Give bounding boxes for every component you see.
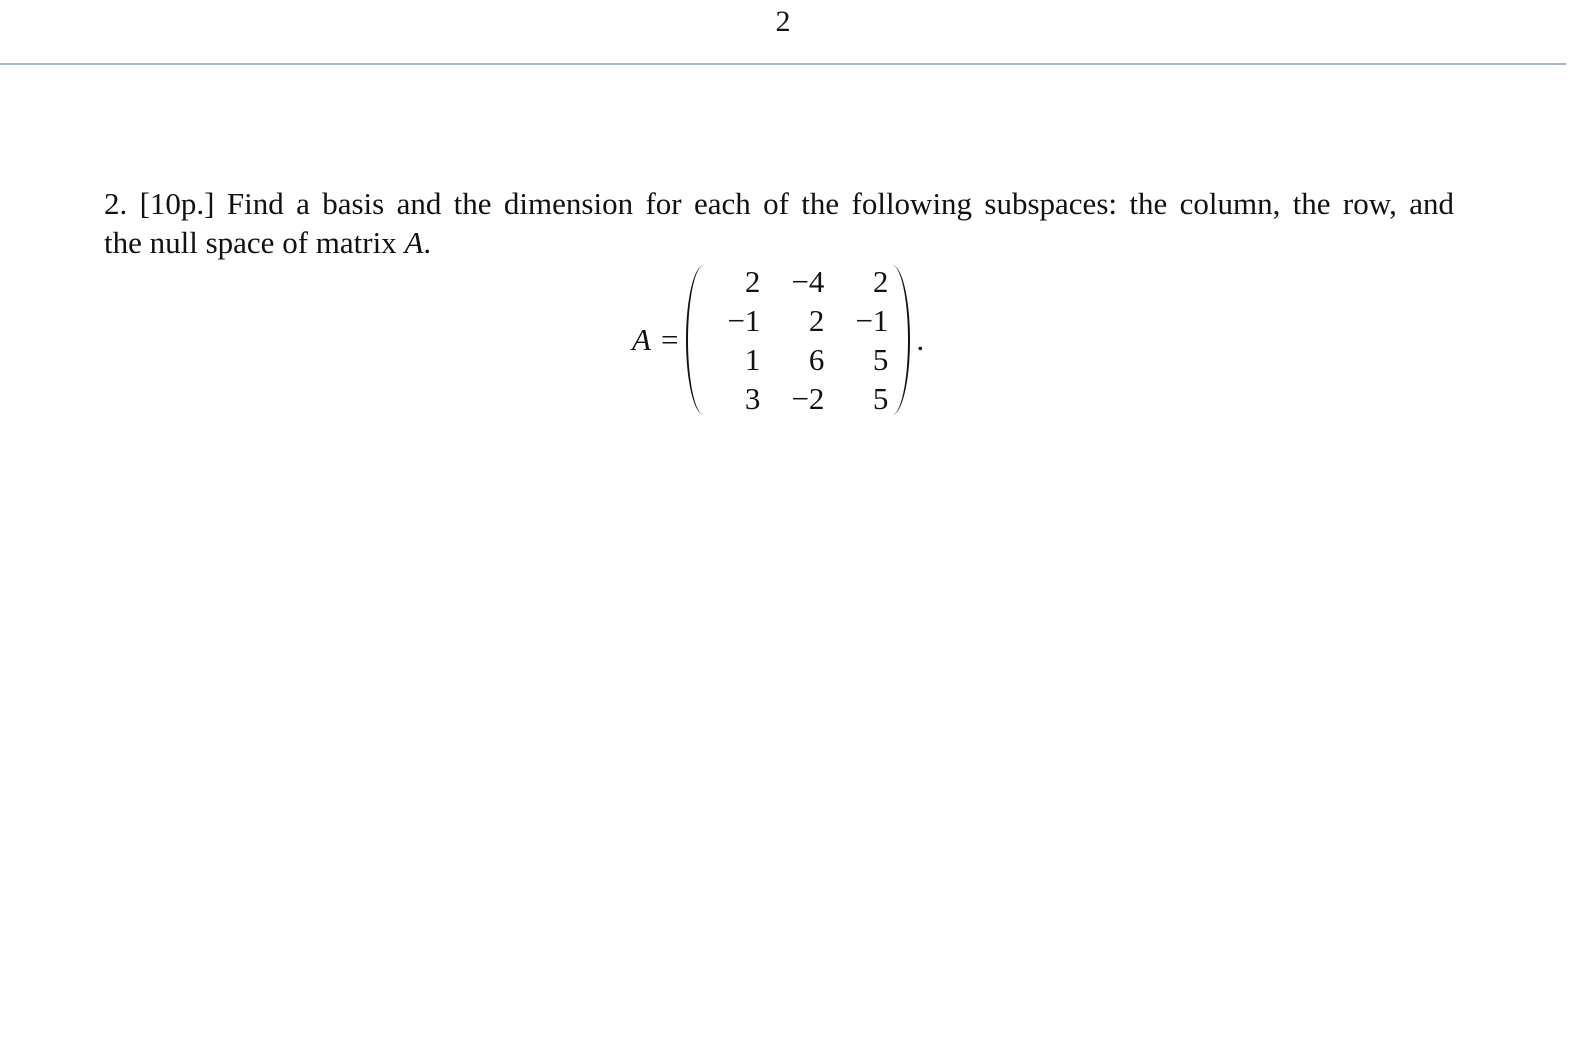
matrix-cell: −4 — [791, 263, 825, 299]
problem-statement — [104, 184, 1464, 262]
matrix-cell: 5 — [872, 380, 889, 416]
right-parenthesis-icon — [892, 265, 910, 415]
matrix-cell: 3 — [744, 380, 761, 416]
matrix-cell: −2 — [791, 380, 825, 416]
problem-text-suffix: . — [423, 225, 432, 260]
problem-text-line-2 — [104, 223, 1464, 262]
matrix-cell: 6 — [808, 341, 825, 377]
page-number: 2 — [775, 5, 791, 38]
matrix-cell: 2 — [744, 263, 761, 299]
lhs-variable: A — [632, 321, 651, 357]
equation-period: . — [916, 321, 925, 357]
matrix-a — [708, 262, 888, 418]
problem-text-prefix: the null space of matrix — [104, 225, 405, 260]
matrix-cell: 2 — [808, 302, 825, 338]
header-divider — [0, 63, 1566, 65]
matrix-cell: 5 — [872, 341, 889, 377]
matrix-cell: −1 — [727, 302, 761, 338]
matrix-equation — [632, 262, 924, 417]
equals-sign: = — [660, 321, 679, 357]
left-parenthesis-icon — [686, 265, 704, 415]
equation-lhs — [632, 322, 678, 358]
matrix-variable: A — [404, 225, 424, 260]
matrix-cell: 2 — [872, 263, 889, 299]
problem-text-line-1: 2. [10p.] Find a basis and the dimension for each of the following subspaces: the column, the row, and — [104, 186, 1454, 221]
matrix-cell: −1 — [855, 302, 889, 338]
matrix-cell: 1 — [744, 341, 761, 377]
